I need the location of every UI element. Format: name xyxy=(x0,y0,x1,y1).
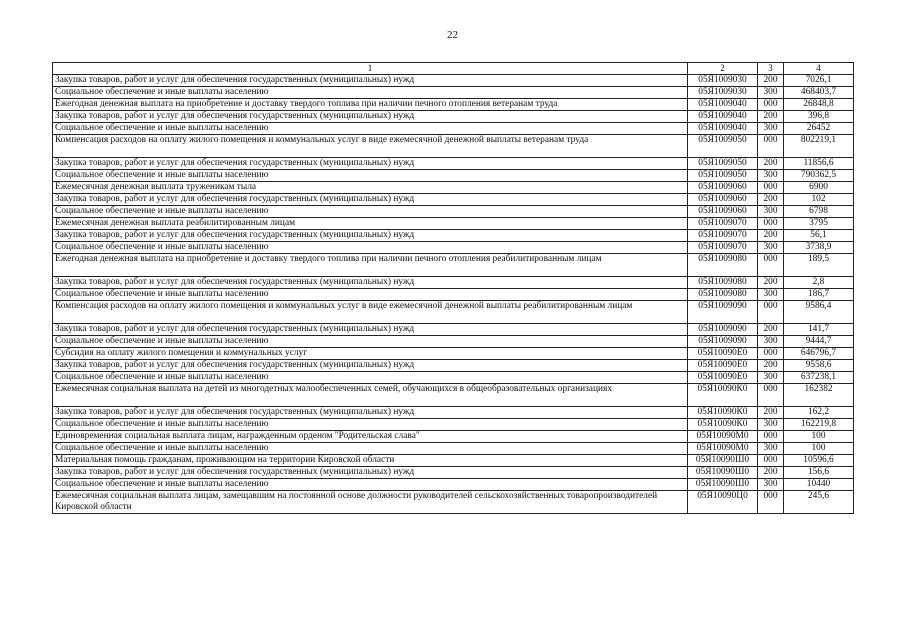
row-code-cell: 05Я10090Ш0 xyxy=(688,467,758,479)
row-name-cell: Социальное обеспечение и иные выплаты населению xyxy=(53,123,688,135)
table-row xyxy=(53,324,854,336)
row-type-cell: 300 xyxy=(758,372,784,384)
row-name-cell: Закупка товаров, работ и услуг для обеспечения государственных (муниципальных) нужд xyxy=(53,360,688,372)
row-name-cell: Социальное обеспечение и иные выплаты населению xyxy=(53,443,688,455)
row-type-cell: 000 xyxy=(758,491,784,514)
row-name-cell: Социальное обеспечение и иные выплаты населению xyxy=(53,170,688,182)
row-name-cell: Ежегодная денежная выплата на приобретение и доставку твердого топлива при наличии печного отопления ветеранам труда xyxy=(53,99,688,111)
row-code-cell: 05Я1009040 xyxy=(688,123,758,135)
row-type-cell: 300 xyxy=(758,242,784,254)
row-name-cell: Закупка товаров, работ и услуг для обеспечения государственных (муниципальных) нужд xyxy=(53,277,688,289)
table-row xyxy=(53,75,854,87)
table-row xyxy=(53,289,854,301)
row-name-cell: Единовременная социальная выплата лицам, награжденным орденом "Родительская слава" xyxy=(53,431,688,443)
table-row xyxy=(53,467,854,479)
table-row xyxy=(53,336,854,348)
row-type-cell: 200 xyxy=(758,360,784,372)
row-type-cell: 000 xyxy=(758,455,784,467)
table-row xyxy=(53,111,854,123)
row-sum-cell: 11856,6 xyxy=(784,158,854,170)
row-type-cell: 200 xyxy=(758,158,784,170)
row-sum-cell: 396,8 xyxy=(784,111,854,123)
row-name-cell: Ежемесячная социальная выплата лицам, замещавшим на постоянной основе должности руководителей сельскохозяйственных товаропроизводителей Кировской области xyxy=(53,491,688,514)
table-row xyxy=(53,182,854,194)
table-row xyxy=(53,277,854,289)
row-name-cell: Закупка товаров, работ и услуг для обеспечения государственных (муниципальных) нужд xyxy=(53,158,688,170)
row-code-cell: 05Я1009040 xyxy=(688,99,758,111)
row-type-cell: 000 xyxy=(758,384,784,407)
header-col-2: 2 xyxy=(688,63,758,75)
row-sum-cell: 790362,5 xyxy=(784,170,854,182)
table-row xyxy=(53,431,854,443)
row-code-cell: 05Я10090Ц0 xyxy=(688,491,758,514)
row-sum-cell: 189,5 xyxy=(784,254,854,277)
row-name-cell: Ежемесячная социальная выплата на детей из многодетных малообеспеченных семей, обучающихся в общеобразовательных организациях xyxy=(53,384,688,407)
row-name-cell: Закупка товаров, работ и услуг для обеспечения государственных (муниципальных) нужд xyxy=(53,75,688,87)
row-code-cell: 05Я1009070 xyxy=(688,230,758,242)
row-name-cell: Социальное обеспечение и иные выплаты населению xyxy=(53,289,688,301)
table-row xyxy=(53,123,854,135)
row-code-cell: 05Я1009060 xyxy=(688,182,758,194)
row-sum-cell: 6900 xyxy=(784,182,854,194)
row-name-cell: Материальная помощь гражданам, проживающим на территории Кировской области xyxy=(53,455,688,467)
table-row xyxy=(53,170,854,182)
row-name-cell: Ежемесячная денежная выплата реабилитированным лицам xyxy=(53,218,688,230)
row-code-cell: 05Я1009040 xyxy=(688,111,758,123)
row-name-cell: Социальное обеспечение и иные выплаты населению xyxy=(53,372,688,384)
table-row xyxy=(53,407,854,419)
row-sum-cell: 10440 xyxy=(784,479,854,491)
row-name-cell: Социальное обеспечение и иные выплаты населению xyxy=(53,206,688,218)
row-code-cell: 05Я10090Е0 xyxy=(688,360,758,372)
row-sum-cell: 102 xyxy=(784,194,854,206)
table-header-row xyxy=(53,63,854,75)
row-code-cell: 05Я1009080 xyxy=(688,254,758,277)
row-code-cell: 05Я10090Ш0 xyxy=(688,455,758,467)
row-sum-cell: 26848,8 xyxy=(784,99,854,111)
table-row xyxy=(53,158,854,170)
row-code-cell: 05Я1009070 xyxy=(688,218,758,230)
table-row xyxy=(53,135,854,158)
row-type-cell: 200 xyxy=(758,407,784,419)
row-sum-cell: 3795 xyxy=(784,218,854,230)
row-name-cell: Ежегодная денежная выплата на приобретение и доставку твердого топлива при наличии печного отопления реабилитированным лицам xyxy=(53,254,688,277)
row-name-cell: Закупка товаров, работ и услуг для обеспечения государственных (муниципальных) нужд xyxy=(53,230,688,242)
row-sum-cell: 468403,7 xyxy=(784,87,854,99)
row-sum-cell: 186,7 xyxy=(784,289,854,301)
row-sum-cell: 9558,6 xyxy=(784,360,854,372)
table-row xyxy=(53,360,854,372)
row-type-cell: 200 xyxy=(758,277,784,289)
row-sum-cell: 6798 xyxy=(784,206,854,218)
row-sum-cell: 802219,1 xyxy=(784,135,854,158)
row-sum-cell: 245,6 xyxy=(784,491,854,514)
row-sum-cell: 141,7 xyxy=(784,324,854,336)
table-row xyxy=(53,384,854,407)
row-type-cell: 200 xyxy=(758,324,784,336)
row-type-cell: 000 xyxy=(758,348,784,360)
row-sum-cell: 156,6 xyxy=(784,467,854,479)
row-name-cell: Социальное обеспечение и иные выплаты населению xyxy=(53,336,688,348)
row-type-cell: 300 xyxy=(758,289,784,301)
row-code-cell: 05Я1009060 xyxy=(688,194,758,206)
row-type-cell: 200 xyxy=(758,194,784,206)
row-code-cell: 05Я10090М0 xyxy=(688,431,758,443)
row-code-cell: 05Я1009090 xyxy=(688,324,758,336)
row-code-cell: 05Я10090К0 xyxy=(688,419,758,431)
row-type-cell: 300 xyxy=(758,87,784,99)
row-code-cell: 05Я1009050 xyxy=(688,158,758,170)
table-row xyxy=(53,301,854,324)
table-row xyxy=(53,419,854,431)
row-name-cell: Компенсация расходов на оплату жилого помещения и коммунальных услуг в виде ежемесячной денежной выплаты реабилитированным лицам xyxy=(53,301,688,324)
header-col-1: 1 xyxy=(53,63,688,75)
table-row xyxy=(53,218,854,230)
row-type-cell: 000 xyxy=(758,135,784,158)
row-sum-cell: 162,2 xyxy=(784,407,854,419)
row-type-cell: 300 xyxy=(758,336,784,348)
table-row xyxy=(53,254,854,277)
row-name-cell: Ежемесячная денежная выплата труженикам тыла xyxy=(53,182,688,194)
row-name-cell: Социальное обеспечение и иные выплаты населению xyxy=(53,242,688,254)
row-sum-cell: 162382 xyxy=(784,384,854,407)
table-row xyxy=(53,491,854,514)
row-name-cell: Компенсация расходов на оплату жилого помещения и коммунальных услуг в виде ежемесячной денежной выплаты ветеранам труда xyxy=(53,135,688,158)
row-name-cell: Социальное обеспечение и иные выплаты населению xyxy=(53,479,688,491)
row-sum-cell: 9444,7 xyxy=(784,336,854,348)
row-type-cell: 300 xyxy=(758,419,784,431)
row-name-cell: Закупка товаров, работ и услуг для обеспечения государственных (муниципальных) нужд xyxy=(53,407,688,419)
table-row xyxy=(53,206,854,218)
row-code-cell: 05Я1009080 xyxy=(688,289,758,301)
table-row xyxy=(53,87,854,99)
row-type-cell: 000 xyxy=(758,254,784,277)
row-type-cell: 000 xyxy=(758,431,784,443)
row-name-cell: Закупка товаров, работ и услуг для обеспечения государственных (муниципальных) нужд xyxy=(53,324,688,336)
row-type-cell: 300 xyxy=(758,479,784,491)
row-sum-cell: 9586,4 xyxy=(784,301,854,324)
row-sum-cell: 26452 xyxy=(784,123,854,135)
row-type-cell: 200 xyxy=(758,467,784,479)
budget-table xyxy=(52,62,854,514)
row-name-cell: Социальное обеспечение и иные выплаты населению xyxy=(53,87,688,99)
row-sum-cell: 3738,9 xyxy=(784,242,854,254)
row-code-cell: 05Я10090Е0 xyxy=(688,372,758,384)
row-code-cell: 05Я1009080 xyxy=(688,277,758,289)
table-row xyxy=(53,455,854,467)
row-code-cell: 05Я10090Ш0 xyxy=(688,479,758,491)
table-row xyxy=(53,99,854,111)
row-sum-cell: 56,1 xyxy=(784,230,854,242)
row-code-cell: 05Я1009030 xyxy=(688,87,758,99)
table-row xyxy=(53,194,854,206)
table-row xyxy=(53,443,854,455)
row-code-cell: 05Я1009090 xyxy=(688,301,758,324)
row-sum-cell: 10596,6 xyxy=(784,455,854,467)
table-row xyxy=(53,479,854,491)
row-code-cell: 05Я10090К0 xyxy=(688,384,758,407)
row-sum-cell: 7026,1 xyxy=(784,75,854,87)
row-type-cell: 300 xyxy=(758,123,784,135)
row-type-cell: 200 xyxy=(758,111,784,123)
row-type-cell: 000 xyxy=(758,182,784,194)
row-type-cell: 300 xyxy=(758,443,784,455)
row-sum-cell: 646796,7 xyxy=(784,348,854,360)
row-code-cell: 05Я1009070 xyxy=(688,242,758,254)
row-code-cell: 05Я10090М0 xyxy=(688,443,758,455)
page-number: 22 xyxy=(447,29,458,41)
budget-table-body xyxy=(53,63,854,514)
row-code-cell: 05Я1009050 xyxy=(688,170,758,182)
row-sum-cell: 100 xyxy=(784,443,854,455)
row-type-cell: 000 xyxy=(758,99,784,111)
row-type-cell: 000 xyxy=(758,218,784,230)
header-col-4: 4 xyxy=(784,63,854,75)
table-row xyxy=(53,242,854,254)
row-type-cell: 200 xyxy=(758,75,784,87)
row-sum-cell: 2,8 xyxy=(784,277,854,289)
row-code-cell: 05Я1009090 xyxy=(688,336,758,348)
row-code-cell: 05Я10090К0 xyxy=(688,407,758,419)
table-row xyxy=(53,372,854,384)
row-name-cell: Субсидия на оплату жилого помещения и коммунальных услуг xyxy=(53,348,688,360)
row-type-cell: 000 xyxy=(758,301,784,324)
row-code-cell: 05Я1009050 xyxy=(688,135,758,158)
row-type-cell: 300 xyxy=(758,170,784,182)
row-name-cell: Закупка товаров, работ и услуг для обеспечения государственных (муниципальных) нужд xyxy=(53,111,688,123)
row-sum-cell: 162219,8 xyxy=(784,419,854,431)
row-name-cell: Закупка товаров, работ и услуг для обеспечения государственных (муниципальных) нужд xyxy=(53,467,688,479)
row-sum-cell: 100 xyxy=(784,431,854,443)
header-col-3: 3 xyxy=(758,63,784,75)
row-code-cell: 05Я1009030 xyxy=(688,75,758,87)
row-code-cell: 05Я1009060 xyxy=(688,206,758,218)
row-type-cell: 300 xyxy=(758,206,784,218)
row-sum-cell: 637238,1 xyxy=(784,372,854,384)
row-type-cell: 200 xyxy=(758,230,784,242)
table-row xyxy=(53,348,854,360)
row-name-cell: Социальное обеспечение и иные выплаты населению xyxy=(53,419,688,431)
row-name-cell: Закупка товаров, работ и услуг для обеспечения государственных (муниципальных) нужд xyxy=(53,194,688,206)
table-row xyxy=(53,230,854,242)
row-code-cell: 05Я10090Е0 xyxy=(688,348,758,360)
